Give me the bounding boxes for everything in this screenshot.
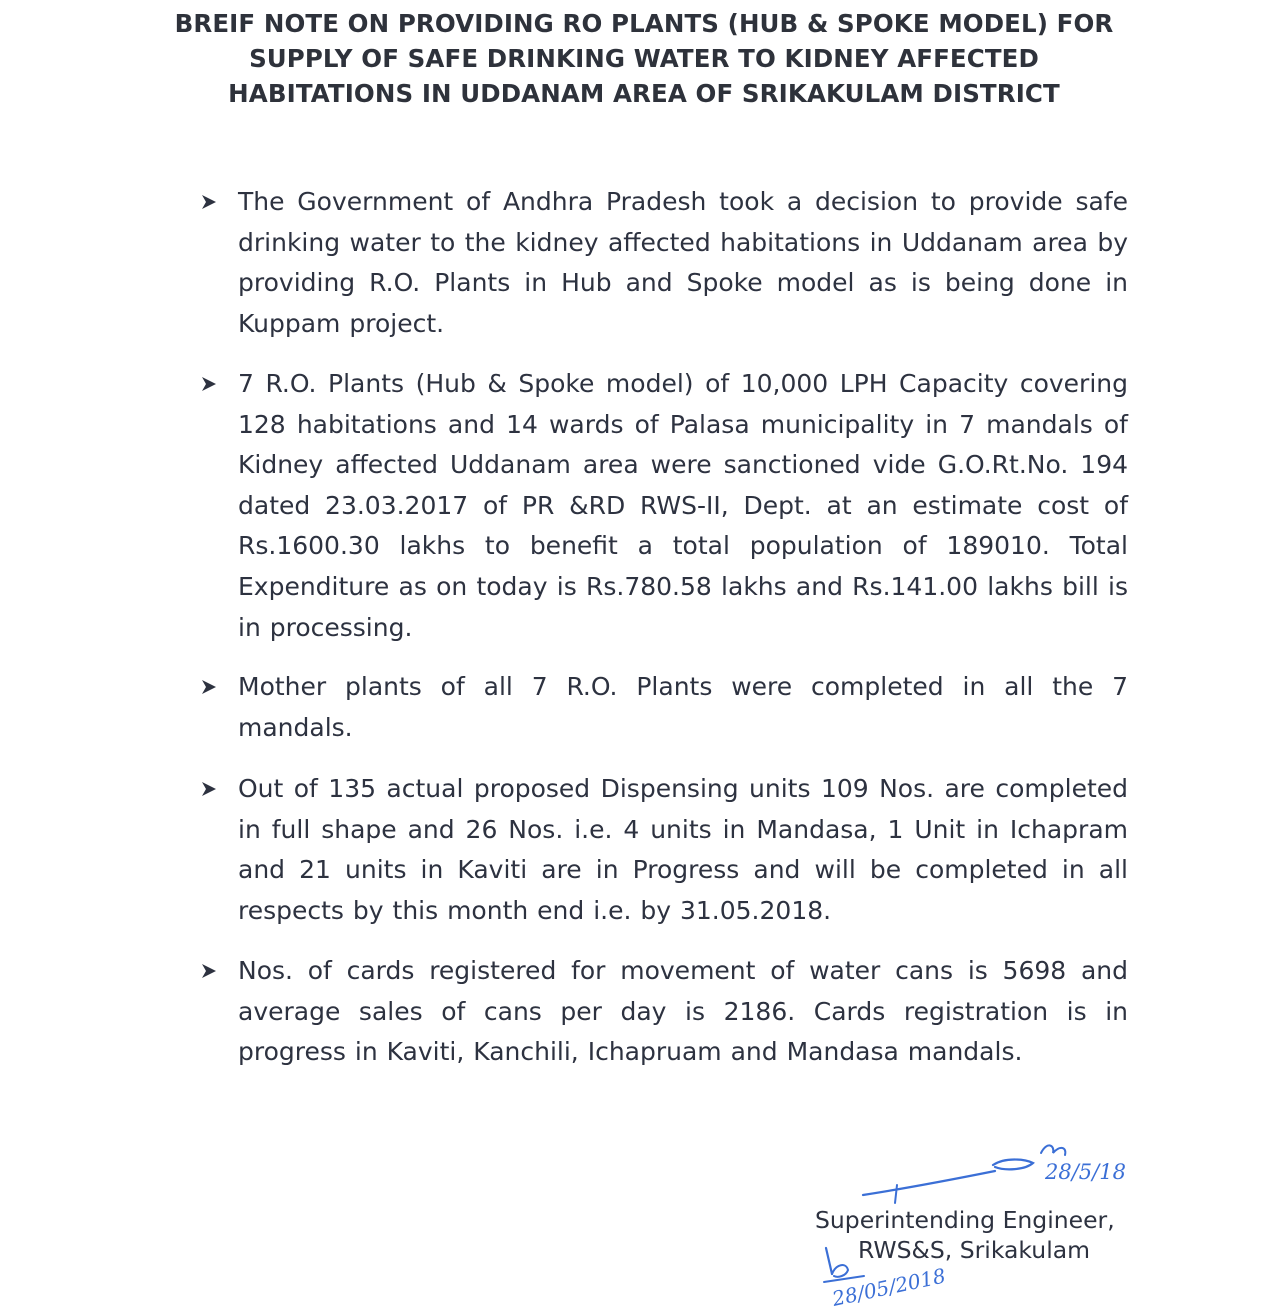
bullet-text-2: 7 R.O. Plants (Hub & Spoke model) of 10,000 LPH Capacity covering 128 habitations and 14 wards of Palasa municipality in 7 mandals of Kidney affected Uddanam area were sanctioned vide G.O.Rt.No. 194 dated 23.03.2017 of PR &RD RWS-II, Dept. at an estimate cost of Rs.1600.30 lakhs to benefit a total population of 189010. Total Expenditure as on today is Rs.780.58 lakhs and Rs.141.00 lakhs bill is in processing. — [238, 369, 1128, 642]
bullet-text-4: Out of 135 actual proposed Dispensing units 109 Nos. are completed in full shape and 26 Nos. i.e. 4 units in Mandasa, 1 Unit in Ichapram and 21 units in Kaviti are in Progress and will be completed in all respects by this month end i.e. by 31.05.2018. — [238, 774, 1128, 925]
arrowhead-bullet-icon — [200, 769, 222, 809]
signature-date: 28/5/18 — [1045, 1160, 1126, 1184]
handwritten-initial — [820, 1240, 970, 1316]
title-line-2: SUPPLY OF SAFE DRINKING WATER TO KIDNEY AFFECTED — [249, 44, 1039, 73]
signatory-designation: Superintending Engineer, — [815, 1206, 1115, 1234]
arrowhead-bullet-icon — [200, 182, 222, 222]
title-line-3: HABITATIONS IN UDDANAM AREA OF SRIKAKULAM DISTRICT — [228, 79, 1060, 108]
signatory-office: RWS&S, Srikakulam — [858, 1236, 1091, 1264]
bullet-text-5: Nos. of cards registered for movement of water cans is 5698 and average sales of cans per day is 2186. Cards registration is in progress in Kaviti, Kanchili, Ichapruam and Mandasa mandals. — [238, 956, 1128, 1067]
arrowhead-bullet-icon — [200, 364, 222, 404]
arrowhead-bullet-icon — [200, 667, 222, 707]
arrowhead-bullet-icon — [200, 951, 222, 991]
bullet-text-3: Mother plants of all 7 R.O. Plants were completed in all the 7 mandals. — [238, 672, 1128, 742]
handwritten-signature — [855, 1125, 1155, 1210]
initial-date: 28/05/2018 — [830, 1263, 948, 1311]
bullet-text-1: The Government of Andhra Pradesh took a decision to provide safe drinking water to the kidney affected habitations in Uddanam area by providing R.O. Plants in Hub and Spoke model as is being done in Kuppam project. — [238, 187, 1128, 338]
title-line-1: BREIF NOTE ON PROVIDING RO PLANTS (HUB & SPOKE MODEL) FOR — [174, 9, 1114, 38]
document-title — [150, 6, 1138, 111]
